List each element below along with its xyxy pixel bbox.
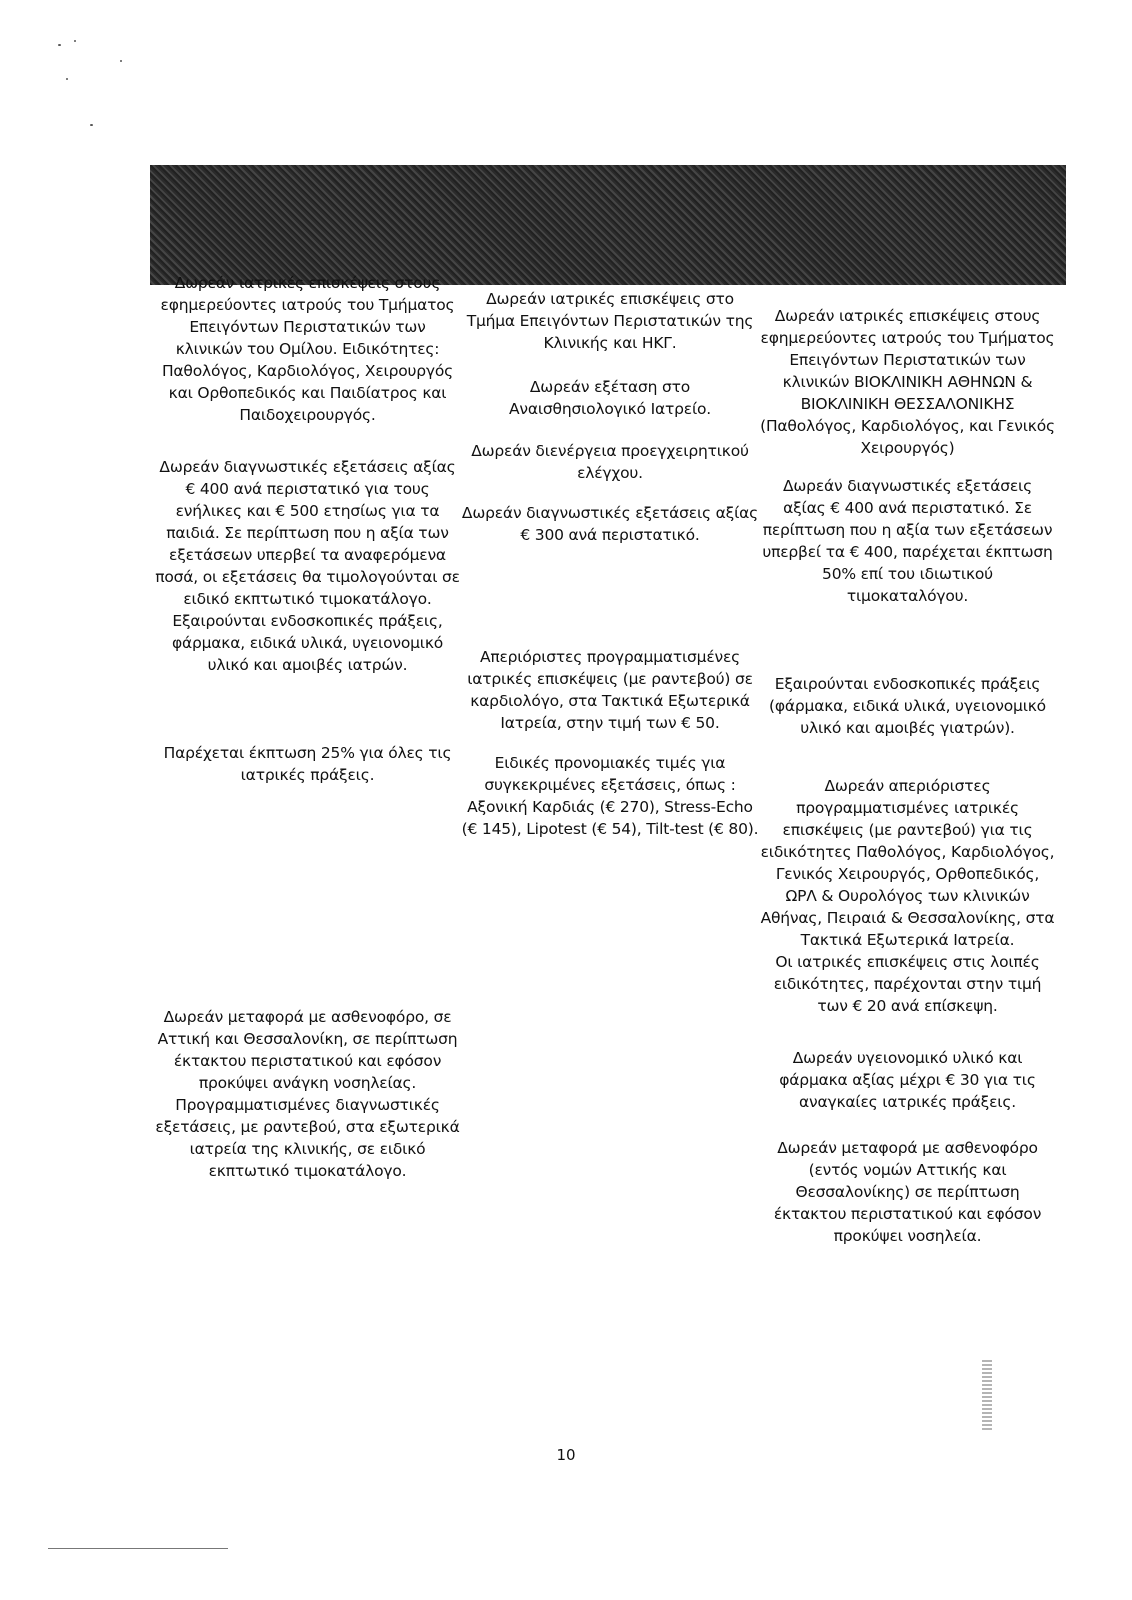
col2-block-5: Απεριόριστες προγραμματισμένες ιατρικές επισκέψεις (με ραντεβού) σε καρδιολόγο, στα Τακτικά Εξωτερικά Ιατρεία, στην τιμή των € 50. [467, 648, 753, 732]
footnote-rule [48, 1548, 228, 1549]
col2-block-1: Δωρεάν ιατρικές επισκέψεις στο Τμήμα Επειγόντων Περιστατικών της Κλινικής και ΗΚΓ. [466, 290, 754, 352]
col1-block-6: Προγραμματισμένες διαγνωστικές εξετάσεις, με ραντεβού, στα εξωτερικά ιατρεία της κλινικής, σε ειδικό εκπτωτικό τιμοκατάλογο. [155, 1096, 460, 1180]
scan-speck [74, 40, 76, 42]
scan-speck [120, 60, 122, 62]
col1-block-1: Δωρεάν ιατρικές επισκέψεις στους εφημερεύοντες ιατρούς του Τμήματος Επειγόντων Περιστατικών των κλινικών του Ομίλου. Ειδικότητες: Παθολόγος, Καρδιολόγος, Χειρουργός και Ορθοπεδικός και Παιδίατρος και Παιδοχειρουργός. [160, 274, 455, 424]
column-2 [460, 0, 760, 840]
page-number: 10 [556, 1446, 576, 1464]
col3-block-3: Εξαιρούνται ενδοσκοπικές πράξεις (φάρμακα, ειδικά υλικά, υγειονομικό υλικό και αμοιβές γιατρών). [769, 675, 1046, 737]
col3-block-4: Δωρεάν απεριόριστες προγραμματισμένες ιατρικές επισκέψεις (με ραντεβού) για τις ειδικότητες Παθολόγος, Καρδιολόγος, Γενικός Χειρουργός, Ορθοπεδικός, ΩΡΛ & Ουρολόγος των κλινικών Αθήνας, Πειραιά & Θεσσαλονίκης, στα Τακτικά Εξωτερικά Ιατρεία. [760, 777, 1055, 949]
col1-block-2: Δωρεάν διαγνωστικές εξετάσεις αξίας € 400 ανά περιστατικό για τους ενήλικες και € 500 ετησίως για τα παιδιά. Σε περίπτωση που η αξία των εξετάσεων υπερβεί τα αναφερόμενα ποσά, οι εξετάσεις θα τιμολογούνται σε ειδικό εκπτωτικό τιμοκατάλογο. [155, 458, 460, 608]
scan-speck [58, 44, 61, 46]
scan-speck [66, 78, 68, 80]
column-3 [760, 0, 1055, 1247]
col3-block-5: Οι ιατρικές επισκέψεις στις λοιπές ειδικότητες, παρέχονται στην τιμή των € 20 ανά επίσκεψη. [773, 953, 1042, 1015]
col1-block-4: Παρέχεται έκπτωση 25% για όλες τις ιατρικές πράξεις. [163, 744, 452, 784]
col2-block-6: Ειδικές προνομιακές τιμές για συγκεκριμένες εξετάσεις, όπως : Αξονική Καρδιάς (€ 270), Stress-Echo (€ 145), Lipotest (€ 54), Tilt-test (€ 80). [461, 754, 759, 838]
col3-block-7: Δωρεάν μεταφορά με ασθενοφόρο (εντός νομών Αττικής και Θεσσαλονίκης) σε περίπτωση έκτακτου περιστατικού και εφόσον προκύψει νοσηλεία. [773, 1139, 1042, 1245]
col3-block-1: Δωρεάν ιατρικές επισκέψεις στους εφημερεύοντες ιατρούς του Τμήματος Επειγόντων Περιστατικών των κλινικών ΒΙΟΚΛΙΝΙΚΗ ΑΘΗΝΩΝ & ΒΙΟΚΛΙΝΙΚΗ ΘΕΣΣΑΛΟΝΙΚΗΣ (Παθολόγος, Καρδιολόγος, και Γενικός Χειρουργός) [760, 307, 1055, 457]
col1-block-3: Εξαιρούνται ενδοσκοπικές πράξεις, φάρμακα, ειδικά υλικά, υγειονομικό υλικό και αμοιβές ιατρών. [171, 612, 444, 674]
column-1 [155, 0, 460, 1182]
col3-block-2: Δωρεάν διαγνωστικές εξετάσεις αξίας € 400 ανά περιστατικό. Σε περίπτωση που η αξία των εξετάσεων υπερβεί τα € 400, παρέχεται έκπτωση 50% επί του ιδιωτικού τιμοκαταλόγου. [762, 477, 1053, 605]
scan-artifact [982, 1360, 992, 1430]
col2-block-4: Δωρεάν διαγνωστικές εξετάσεις αξίας € 300 ανά περιστατικό. [461, 504, 759, 544]
col3-block-6: Δωρεάν υγειονομικό υλικό και φάρμακα αξίας μέχρι € 30 για τις αναγκαίες ιατρικές πράξεις. [779, 1049, 1036, 1111]
col2-block-2: Δωρεάν εξέταση στο Αναισθησιολογικό Ιατρείο. [508, 378, 712, 418]
scan-speck [90, 124, 93, 126]
col1-block-5: Δωρεάν μεταφορά με ασθενοφόρο, σε Αττική και Θεσσαλονίκη, σε περίπτωση έκτακτου περιστατικού και εφόσον προκύψει ανάγκη νοσηλείας. [157, 1008, 458, 1092]
col2-block-3: Δωρεάν διενέργεια προεγχειρητικού ελέγχου. [471, 442, 749, 482]
